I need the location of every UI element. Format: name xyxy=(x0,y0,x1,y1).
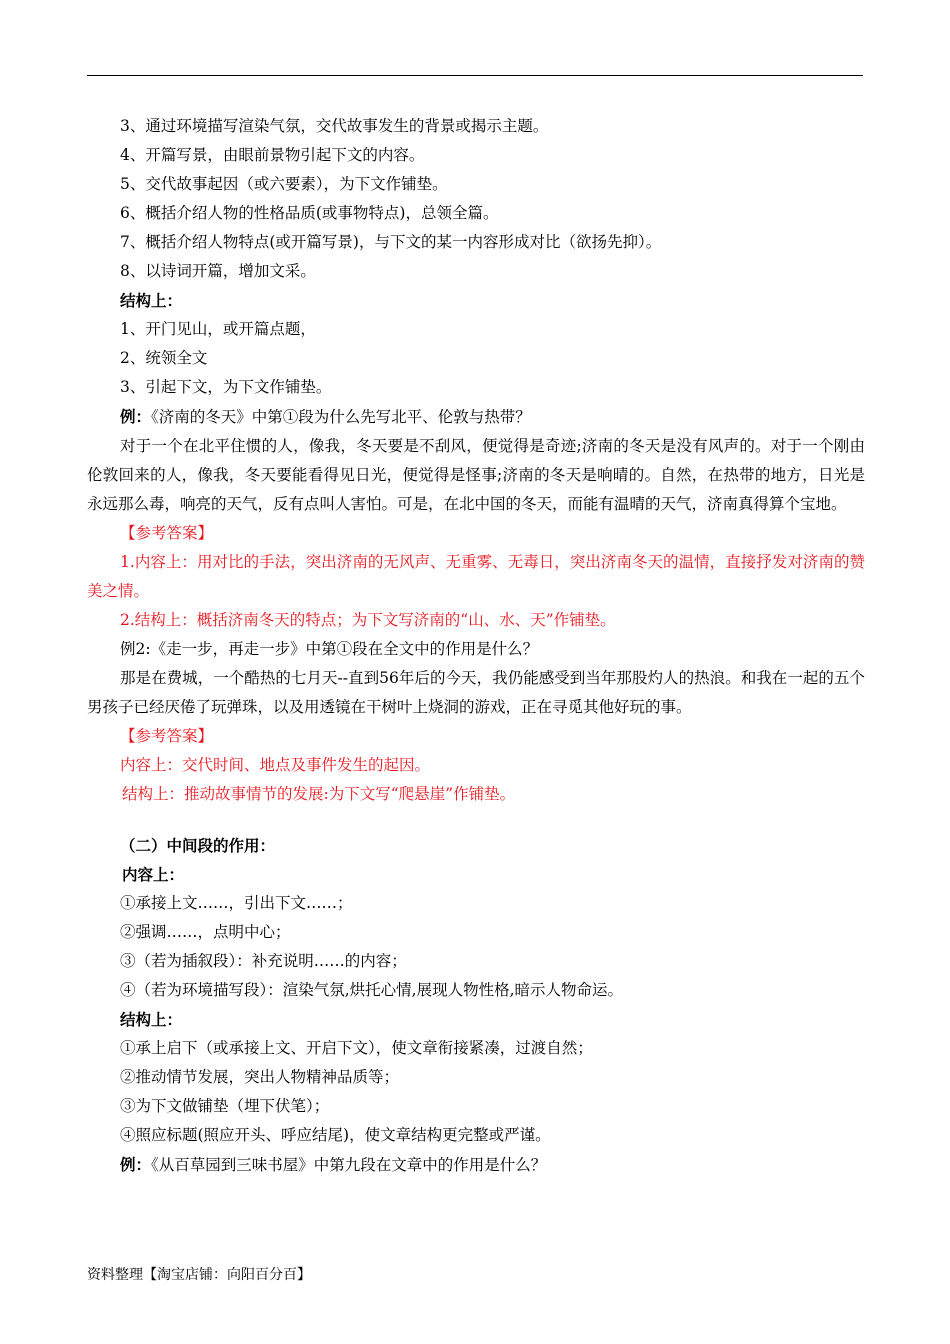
list-item: ③为下文做铺垫（埋下伏笔）； xyxy=(120,1097,330,1115)
structure-heading: 结构上： xyxy=(120,1010,183,1029)
list-item: 1、开门见山，或开篇点题， xyxy=(120,320,316,338)
example2-passage: 那是在费城，一个酷热的七月天--直到56年后的今天，我仍能感受到当年那股灼人的热浪。和我在一起的五个男孩子已经厌倦了玩弹珠，以及用透镜在干树叶上烧洞的游戏，正在寻觅其他好玩的事。 xyxy=(87,669,865,716)
structure-heading: 结构上： xyxy=(120,291,183,310)
answer-label: 【参考答案】 xyxy=(120,727,214,745)
list-item: 2、统领全文 xyxy=(120,349,208,367)
list-item: ②强调……，点明中心； xyxy=(120,923,291,941)
list-item: 4、开篇写景，由眼前景物引起下文的内容。 xyxy=(120,146,425,164)
example2-answer2: 结构上：推动故事情节的发展:为下文写“爬悬崖”作铺垫。 xyxy=(122,785,516,803)
list-item: 8、以诗词开篇，增加文采。 xyxy=(120,262,316,280)
example1-answer2: 2.结构上：概括济南冬天的特点；为下文写济南的“山、水、天”作铺垫。 xyxy=(120,611,616,629)
list-item: ①承接上文……，引出下文……； xyxy=(120,894,353,912)
document-body xyxy=(87,112,865,1180)
answer-label: 【参考答案】 xyxy=(120,524,214,542)
section2-example xyxy=(87,1150,865,1180)
example-label: 例： xyxy=(120,407,152,426)
example1-answer1: 1.内容上：用对比的手法，突出济南的无风声、无重雾、无毒日，突出济南冬天的温情，直接抒发对济南的赞美之情。 xyxy=(87,553,865,600)
list-item: 3、通过环境描写渲染气氛，交代故事发生的背景或揭示主题。 xyxy=(120,117,549,135)
example2-question: 例2:《走一步，再走一步》中第①段在全文中的作用是什么？ xyxy=(120,640,539,658)
list-item: 5、交代故事起因（或六要素），为下文作铺垫。 xyxy=(120,175,448,193)
list-item: 6、概括介绍人物的性格品质(或事物特点)，总领全篇。 xyxy=(120,204,499,222)
list-item: 3、引起下文，为下文作铺垫。 xyxy=(120,378,332,396)
example1-passage: 对于一个在北平住惯的人，像我，冬天要是不刮风，便觉得是奇迹;济南的冬天是没有风声的。对于一个刚由伦敦回来的人，像我，冬天要能看得见日光，便觉得是怪事;济南的冬天是响晴的。自然，在热带的地方，日光是永远那么毒，响亮的天气，反有点叫人害怕。可是，在北中国的冬天，而能有温晴的天气，济南真得算个宝地。 xyxy=(87,437,865,513)
content-heading: 内容上： xyxy=(122,865,185,884)
header-rule xyxy=(87,75,863,76)
list-item: 7、概括介绍人物特点(或开篇写景)，与下文的某一内容形成对比（欲扬先抑）。 xyxy=(120,233,662,251)
example1-question xyxy=(87,402,865,432)
list-item: ①承上启下（或承接上文、开启下文），使文章衔接紧凑，过渡自然； xyxy=(120,1039,593,1057)
example2-answer1: 内容上：交代时间、地点及事件发生的起因。 xyxy=(120,756,431,774)
example-question-text: 《从百草园到三味书屋》中第九段在文章中的作用是什么？ xyxy=(151,1156,547,1174)
page-footer: 资料整理【淘宝店铺：向阳百分百】 xyxy=(87,1267,311,1283)
example-question-text: 《济南的冬天》中第①段为什么先写北平、伦敦与热带？ xyxy=(151,408,531,426)
list-item: ④（若为环境描写段）：渲染气氛,烘托心情,展现人物性格,暗示人物命运。 xyxy=(120,981,624,999)
list-item: ④照应标题(照应开头、呼应结尾)，使文章结构更完整或严谨。 xyxy=(120,1126,551,1144)
example-label: 例： xyxy=(120,1155,152,1174)
list-item: ②推动情节发展，突出人物精神品质等； xyxy=(120,1068,400,1086)
list-item: ③（若为插叙段）：补充说明……的内容； xyxy=(120,952,407,970)
section2-heading: （二）中间段的作用： xyxy=(120,836,276,855)
